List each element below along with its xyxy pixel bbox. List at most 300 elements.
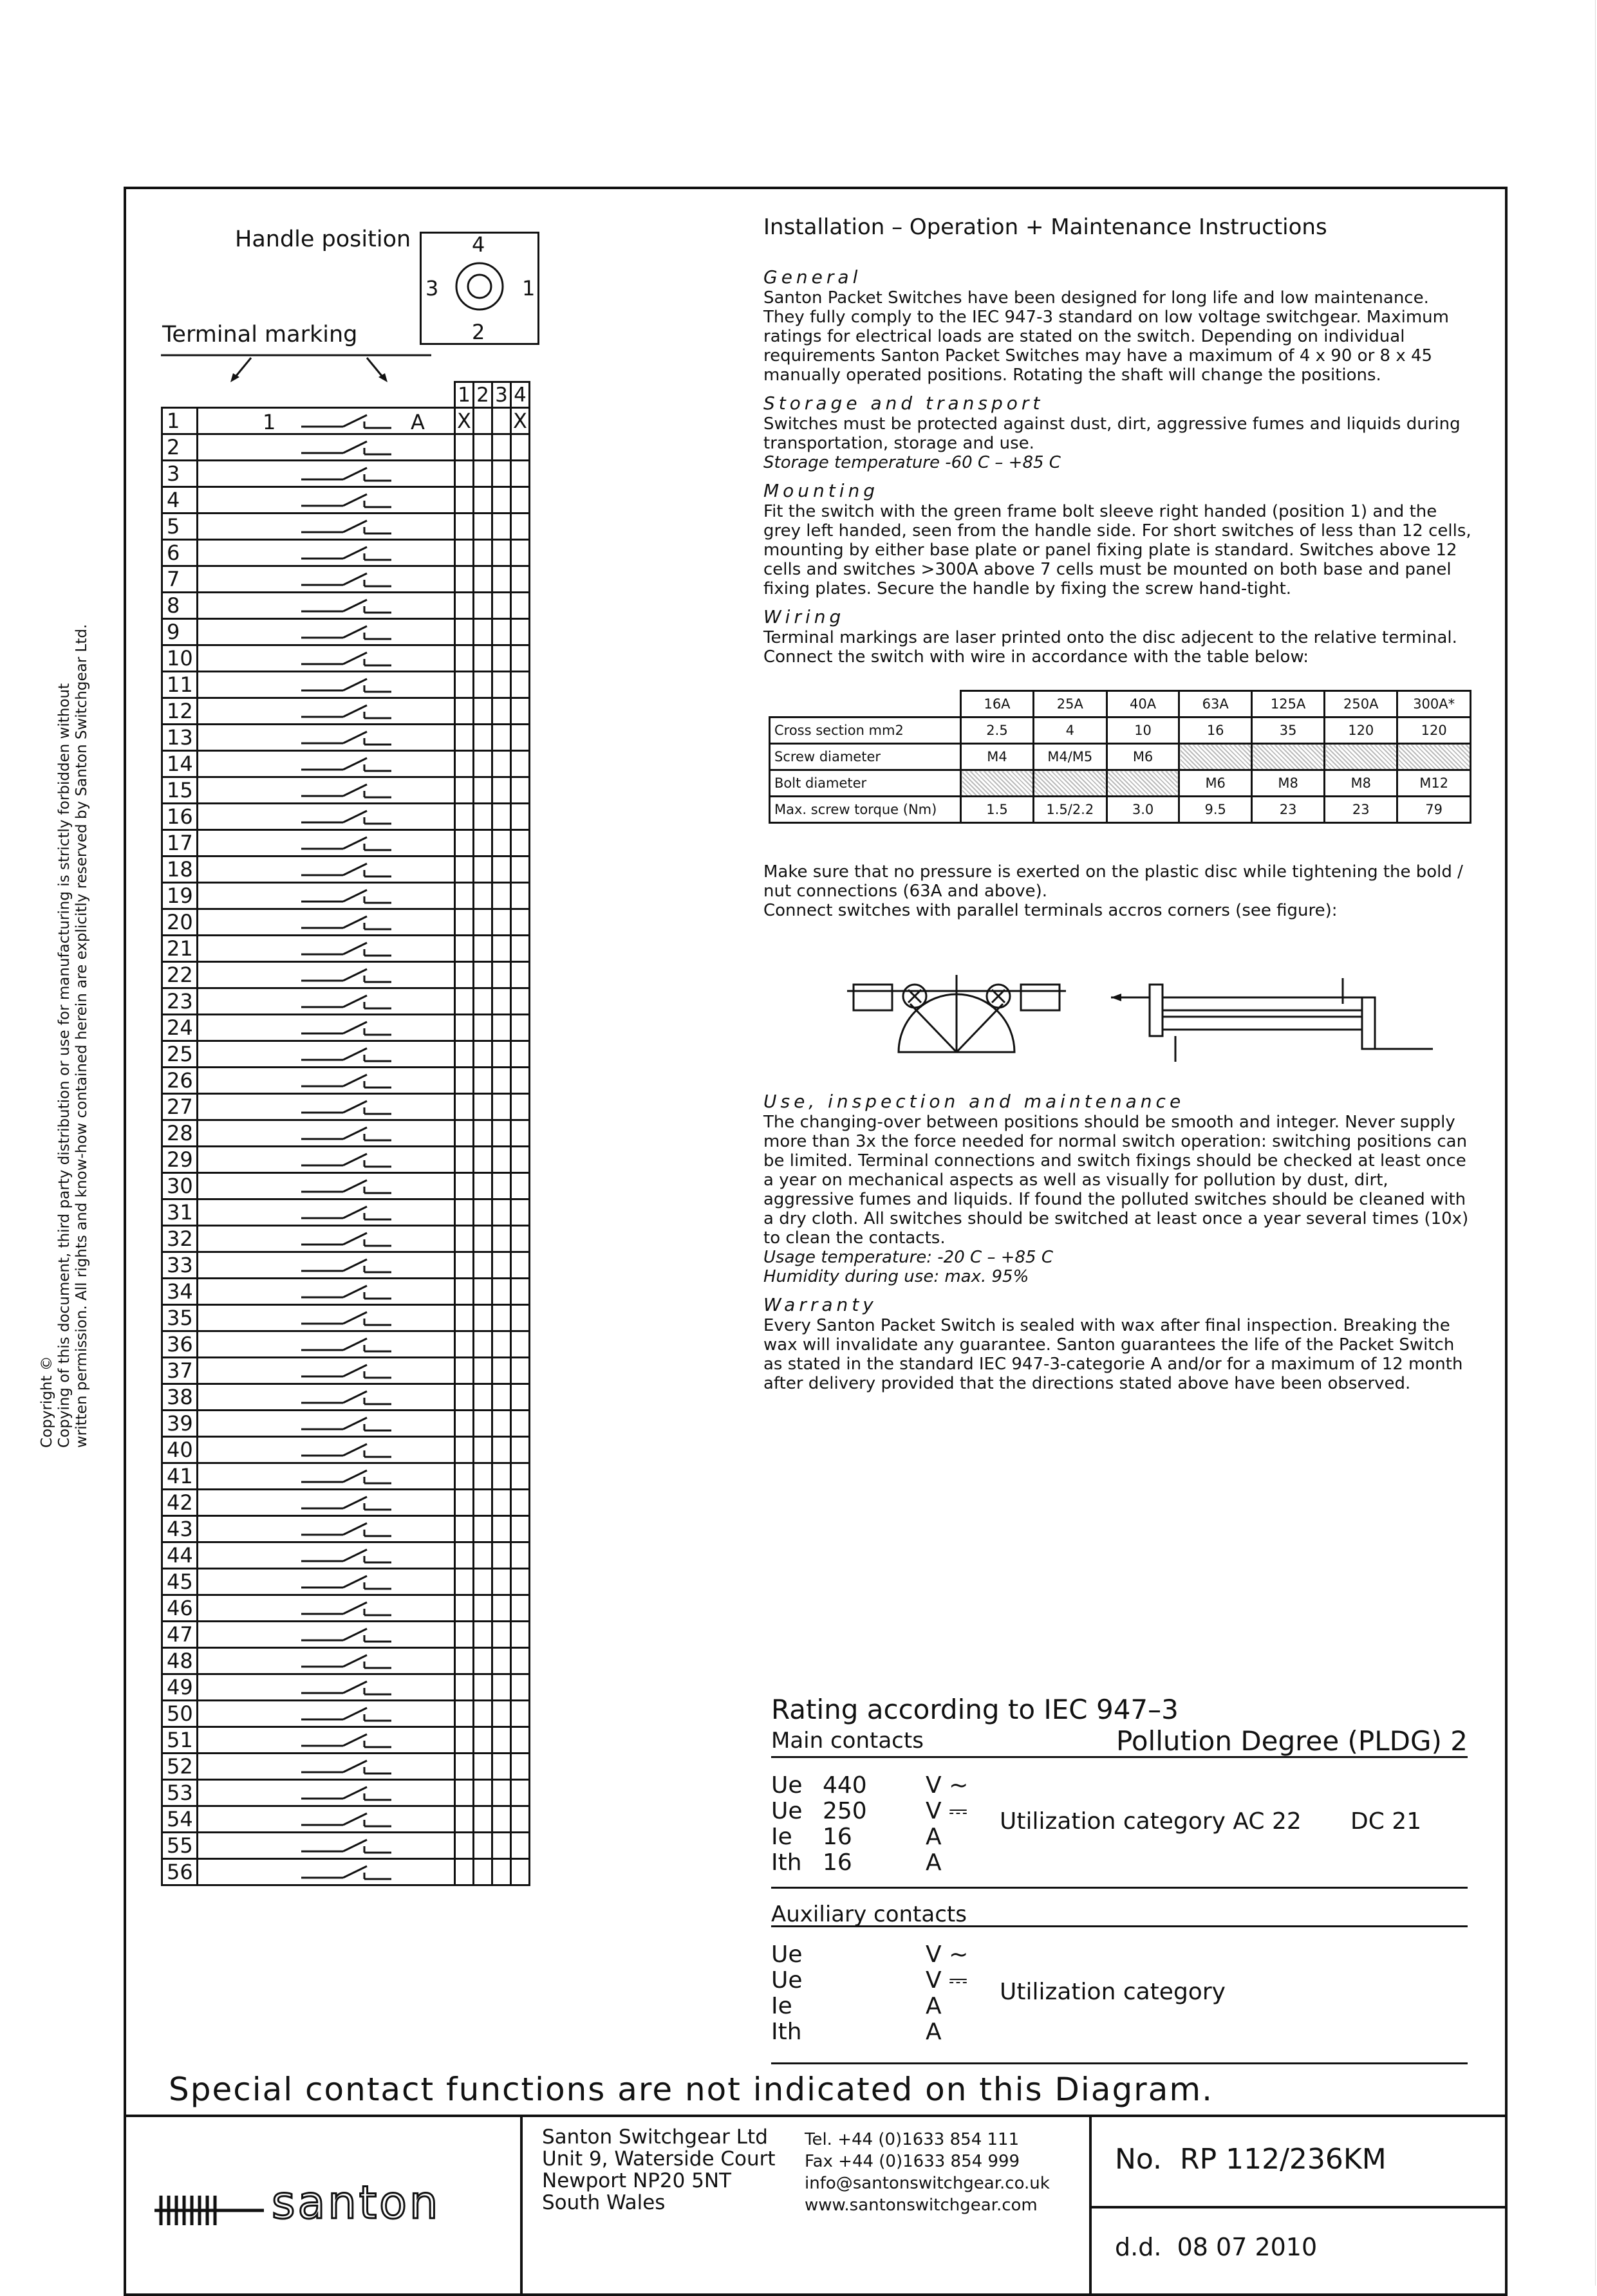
contact-symbol [198, 1120, 455, 1147]
wiring-row-label: Screw diameter [770, 744, 961, 770]
wiring-row [770, 797, 1471, 823]
switch-contact-icon [198, 778, 456, 800]
switch-contact-icon [198, 963, 456, 985]
address-line: Unit 9, Waterside Court [542, 2147, 776, 2171]
switch-contact-icon [198, 1543, 456, 1565]
wiring-row-label: Max. screw torque (Nm) [770, 797, 961, 823]
aux-rating-row [771, 1967, 977, 1993]
contact-symbol [198, 1542, 455, 1569]
storage-heading: Storage and transport [763, 393, 1044, 414]
position-cell [455, 1463, 474, 1490]
rating-unit: A [926, 1993, 942, 2019]
row-number: 8 [162, 593, 198, 619]
row-number: 2 [162, 434, 198, 461]
position-cell [455, 1120, 474, 1147]
contact-symbol [198, 1516, 455, 1542]
position-cell [474, 1463, 492, 1490]
contact-symbol [198, 461, 455, 487]
position-cell [474, 936, 492, 962]
row-number: 42 [162, 1490, 198, 1516]
contact-symbol [198, 777, 455, 804]
row-number: 54 [162, 1806, 198, 1833]
contact-row [162, 672, 530, 698]
position-cell [455, 1384, 474, 1411]
position-cell [492, 1199, 511, 1226]
wiring-col-header: 16A [961, 691, 1034, 718]
main-rating-row [771, 1772, 977, 1798]
position-cell [455, 434, 474, 461]
contact-symbol [198, 672, 455, 698]
row-number: 6 [162, 540, 198, 566]
position-cell [492, 1331, 511, 1358]
wiring-cell: 3.0 [1107, 797, 1179, 823]
position-cell [492, 1833, 511, 1859]
contact-row [162, 751, 530, 777]
copyright-line3: written permission. All rights and know-how contained herein are explicitly reserved by Santon Switchgear Ltd. [73, 624, 90, 1448]
pollution-degree: Pollution Degree (PLDG) 2 [1116, 1725, 1468, 1757]
position-cell [511, 1780, 530, 1806]
contact-row [162, 1780, 530, 1806]
wiring-cell: M8 [1325, 770, 1397, 797]
row-number: 27 [162, 1094, 198, 1120]
handle-position-label: Handle position [235, 227, 411, 252]
wiring-cell: M4/M5 [1033, 744, 1107, 770]
position-cell [511, 540, 530, 566]
position-cell [474, 514, 492, 540]
company-address [542, 2126, 776, 2214]
contact-symbol [198, 1041, 455, 1068]
position-cell [492, 1279, 511, 1305]
rating-value: 440 [823, 1772, 867, 1799]
position-cell [492, 751, 511, 777]
position-cell [492, 672, 511, 698]
position-cell [474, 1331, 492, 1358]
rating-key: Ue [771, 1772, 803, 1799]
position-cell [511, 698, 530, 725]
position-cell [492, 1490, 511, 1516]
row-number: 41 [162, 1463, 198, 1490]
rating-key: Ith [771, 1849, 802, 1876]
switch-contact-icon [198, 884, 456, 905]
position-4: 4 [472, 232, 485, 257]
switch-contact-icon [198, 725, 456, 747]
row-number: 16 [162, 804, 198, 830]
position-cell [455, 1780, 474, 1806]
row-number: 38 [162, 1384, 198, 1411]
position-cell [492, 593, 511, 619]
position-cell [455, 540, 474, 566]
switch-contact-icon [198, 1358, 456, 1380]
pressure-text: Make sure that no pressure is exerted on the plastic disc while tightening the bold / nut connections (63A and above). [763, 862, 1463, 901]
position-cell [511, 1727, 530, 1754]
position-cell [511, 1068, 530, 1094]
wiring-cell: 23 [1252, 797, 1325, 823]
wiring-row [770, 744, 1471, 770]
switch-contact-icon [198, 1200, 456, 1222]
switch-contact-icon [198, 989, 456, 1011]
rating-unit: V ⎓ [926, 1798, 967, 1824]
position-cell [511, 1411, 530, 1437]
contact-row [162, 698, 530, 725]
position-cell [492, 1120, 511, 1147]
position-cell [474, 1490, 492, 1516]
row-number: 40 [162, 1437, 198, 1463]
switch-contact-icon [198, 1227, 456, 1248]
copyright-line2: Copying of this document, third party distribution or use for manufacturing is strictly forbidden without [56, 683, 73, 1448]
position-cell [474, 1701, 492, 1727]
wiring-heading: Wiring [763, 606, 845, 627]
switch-contact-icon [198, 1042, 456, 1064]
position-cell [455, 566, 474, 593]
position-cell [511, 936, 530, 962]
utilization-category-main: Utilization category AC 22 [1000, 1808, 1302, 1835]
contact-symbol [198, 1569, 455, 1595]
contact-row [162, 1331, 530, 1358]
position-cell [492, 1384, 511, 1411]
contact-symbol [198, 1331, 455, 1358]
position-cell [511, 962, 530, 988]
position-cell [455, 1358, 474, 1384]
position-cell [455, 856, 474, 883]
general-heading: General [763, 266, 862, 288]
aux-rating-row [771, 1993, 977, 2019]
row-number: 12 [162, 698, 198, 725]
position-cell [455, 1490, 474, 1516]
switch-contact-icon [198, 1095, 456, 1116]
position-cell [492, 619, 511, 645]
wiring-col-header: 300A* [1397, 691, 1471, 718]
switch-contact-icon [198, 804, 456, 826]
position-cell [492, 698, 511, 725]
switch-contact-icon [198, 1121, 456, 1143]
position-cell [455, 1199, 474, 1226]
position-cell [492, 1015, 511, 1041]
position-cell [474, 830, 492, 856]
contact-row [162, 1437, 530, 1463]
row-number: 37 [162, 1358, 198, 1384]
switch-contact-icon [198, 1649, 456, 1671]
auxiliary-contacts-values [771, 1927, 1468, 2064]
contact-row [162, 408, 530, 434]
rating-unit: A [926, 1824, 942, 1850]
position-cell [474, 1859, 492, 1885]
switch-contact-icon [198, 514, 456, 536]
row-number: 15 [162, 777, 198, 804]
position-cell [511, 1041, 530, 1068]
position-3: 3 [425, 276, 439, 301]
handle-position-box [420, 232, 539, 345]
rating-unit: V ⎓ [926, 1967, 967, 1994]
position-cell [511, 725, 530, 751]
position-cell [511, 1674, 530, 1701]
contact-symbol [198, 434, 455, 461]
position-cell [492, 883, 511, 909]
contact-row [162, 1068, 530, 1094]
position-2: 2 [472, 320, 485, 344]
position-cell [455, 1331, 474, 1358]
position-cell [455, 883, 474, 909]
contact-symbol [198, 1252, 455, 1279]
rating-unit: V ~ [926, 1772, 969, 1799]
position-cell [511, 1331, 530, 1358]
row-number: 53 [162, 1780, 198, 1806]
position-cell [474, 1806, 492, 1833]
position-cell [474, 1833, 492, 1859]
contact-symbol [198, 751, 455, 777]
position-cell [492, 1041, 511, 1068]
position-cell [511, 1384, 530, 1411]
contact-symbol [198, 619, 455, 645]
position-cell [474, 1015, 492, 1041]
main-contacts-label: Main contacts [771, 1728, 924, 1754]
contact-symbol [198, 1305, 455, 1331]
position-cell [492, 1411, 511, 1437]
position-cell [474, 1147, 492, 1173]
contact-row [162, 1147, 530, 1173]
contact-row [162, 1806, 530, 1833]
row-number: 11 [162, 672, 198, 698]
rating-key: Ie [771, 1824, 792, 1850]
switch-contact-icon [198, 1728, 456, 1750]
row-number: 36 [162, 1331, 198, 1358]
position-cell [492, 909, 511, 936]
position-cell [492, 1358, 511, 1384]
position-cell [511, 593, 530, 619]
contact-row [162, 619, 530, 645]
row-number: 52 [162, 1754, 198, 1780]
utilization-category-aux: Utilization category [1000, 1979, 1226, 2005]
switch-contact-icon [198, 1781, 456, 1802]
position-cell [511, 1015, 530, 1041]
contact-symbol [198, 988, 455, 1015]
position-cell [474, 725, 492, 751]
position-cell [511, 1569, 530, 1595]
position-cell [492, 487, 511, 514]
row-number: 26 [162, 1068, 198, 1094]
wiring-row-label: Cross section mm2 [770, 718, 961, 744]
position-cell [474, 566, 492, 593]
position-cell [511, 1542, 530, 1569]
row-number: 29 [162, 1147, 198, 1173]
contact-row [162, 936, 530, 962]
wiring-cell: M12 [1397, 770, 1471, 797]
drawing-date-label: d.d. [1115, 2233, 1162, 2261]
position-cell [455, 1094, 474, 1120]
wiring-col-header: 25A [1033, 691, 1107, 718]
position-cell [474, 487, 492, 514]
address-line: South Wales [542, 2191, 666, 2214]
contact-symbol [198, 909, 455, 936]
position-cell [511, 514, 530, 540]
row-number: 49 [162, 1674, 198, 1701]
contact-symbol [198, 1859, 455, 1885]
position-cell [474, 1252, 492, 1279]
wiring-table [769, 690, 1471, 824]
position-cell [474, 1279, 492, 1305]
position-cell [474, 751, 492, 777]
warranty-text: Every Santon Packet Switch is sealed with wax after final inspection. Breaking the wax will invalidate any guarantee. Santon guarantees the life of the Packet Switch as stated in the standard IEC 947-3-categorie A and/or for a maximum of 12 month after delivery provided that the directions stated above have been observed. [763, 1316, 1463, 1393]
contact-symbol [198, 698, 455, 725]
row-number: 22 [162, 962, 198, 988]
storage-text: Switches must be protected against dust, dirt, aggressive fumes and liquids during transportation, storage and use. [763, 414, 1461, 453]
position-cell [455, 1068, 474, 1094]
position-cell [455, 1041, 474, 1068]
instructions-title: Installation – Operation + Maintenance Instructions [763, 214, 1327, 240]
contact-row [162, 1701, 530, 1727]
position-cell [511, 1648, 530, 1674]
contact-row [162, 988, 530, 1015]
contact-row [162, 1516, 530, 1542]
contact-row [162, 514, 530, 540]
rating-key: Ie [771, 1993, 792, 2019]
wiring-col-header: 40A [1107, 691, 1179, 718]
contact-row [162, 1358, 530, 1384]
address-line: Santon Switchgear Ltd [542, 2125, 768, 2149]
position-cell [474, 1411, 492, 1437]
position-cell [474, 1068, 492, 1094]
drawing-date [1115, 2233, 1317, 2261]
position-cell [511, 751, 530, 777]
position-cell [511, 1701, 530, 1727]
position-cell [474, 1199, 492, 1226]
contact-symbol [198, 1806, 455, 1833]
position-cell [492, 1674, 511, 1701]
switch-contact-icon [198, 435, 456, 457]
position-cell [455, 936, 474, 962]
switch-contact-icon [198, 857, 456, 879]
contact-symbol [198, 1490, 455, 1516]
row-number: 55 [162, 1833, 198, 1859]
contact-row [162, 1463, 530, 1490]
position-cell [511, 672, 530, 698]
position-cell [474, 1437, 492, 1463]
position-cell [492, 830, 511, 856]
contact-row [162, 883, 530, 909]
position-cell [455, 487, 474, 514]
row-number: 31 [162, 1199, 198, 1226]
position-cell [511, 434, 530, 461]
position-cell [474, 698, 492, 725]
contact-row [162, 962, 530, 988]
wiring-header-row [770, 691, 1471, 718]
position-cell [455, 1806, 474, 1833]
wiring-cell: 23 [1325, 797, 1397, 823]
position-cell [492, 1252, 511, 1279]
position-cell [511, 487, 530, 514]
position-cell [474, 540, 492, 566]
position-cell [474, 1226, 492, 1252]
position-cell [474, 1780, 492, 1806]
switch-contact-icon [198, 1675, 456, 1697]
position-cell [474, 619, 492, 645]
address-line: Newport NP20 5NT [542, 2169, 732, 2192]
contact-row [162, 777, 530, 804]
row-number: 44 [162, 1542, 198, 1569]
contact-symbol [198, 540, 455, 566]
contact-row [162, 1226, 530, 1252]
position-cell [474, 672, 492, 698]
position-cell [492, 1147, 511, 1173]
title-block [124, 2115, 1508, 2296]
contact-row [162, 1542, 530, 1569]
contact-row [162, 1279, 530, 1305]
contact-symbol [198, 408, 455, 434]
position-cell [511, 619, 530, 645]
position-cell [455, 1674, 474, 1701]
switch-contact-icon [198, 752, 456, 773]
dc-category: DC 21 [1350, 1808, 1422, 1835]
switch-contact-icon [198, 1569, 456, 1591]
position-cell [455, 830, 474, 856]
position-cell [511, 777, 530, 804]
contact-row [162, 487, 530, 514]
contact-symbol [198, 1437, 455, 1463]
switch-contact-icon [198, 1306, 456, 1328]
wiring-cell: M4 [961, 744, 1034, 770]
switch-contact-icon [198, 567, 456, 589]
row-number: 3 [162, 461, 198, 487]
row-number: 14 [162, 751, 198, 777]
position-cell [474, 461, 492, 487]
drawing-date-value: 08 07 2010 [1177, 2233, 1318, 2261]
position-cell [455, 804, 474, 830]
column-header: 1 [455, 382, 474, 408]
position-cell [474, 1595, 492, 1622]
special-contact-note: Special contact functions are not indicated on this Diagram. [169, 2071, 1213, 2108]
position-cell [474, 1041, 492, 1068]
switch-contact-icon [198, 461, 456, 483]
terminal-left: 1 [263, 410, 276, 434]
position-cell [511, 1437, 530, 1463]
switch-contact-icon [198, 1174, 456, 1196]
position-cell [474, 909, 492, 936]
position-cell [455, 698, 474, 725]
row-number: 21 [162, 936, 198, 962]
switch-contact-icon [198, 672, 456, 694]
contact-symbol [198, 1754, 455, 1780]
contact-symbol [198, 487, 455, 514]
position-cell [492, 566, 511, 593]
position-cell [474, 593, 492, 619]
position-cell [455, 461, 474, 487]
contact-row [162, 1754, 530, 1780]
column-header: 2 [474, 382, 492, 408]
contact-line: Fax +44 (0)1633 854 999 [805, 2152, 1020, 2171]
warranty-heading: Warranty [763, 1294, 877, 1315]
switch-contact-icon [198, 1754, 456, 1776]
position-cell [511, 1622, 530, 1648]
mounting-heading: Mounting [763, 480, 879, 501]
position-cell [511, 645, 530, 672]
copyright-line1: Copyright © [39, 1356, 55, 1448]
contact-row [162, 434, 530, 461]
switch-contact-icon [198, 910, 456, 932]
row-number: 46 [162, 1595, 198, 1622]
position-cell [511, 1754, 530, 1780]
row-number: 19 [162, 883, 198, 909]
contact-row [162, 540, 530, 566]
rating-key: Ue [771, 1941, 803, 1968]
contact-symbol [198, 1701, 455, 1727]
position-cell [455, 1542, 474, 1569]
wiring-cell [1252, 744, 1325, 770]
row-number: 32 [162, 1226, 198, 1252]
aux-rating-row [771, 2019, 977, 2044]
switch-contact-icon [198, 646, 456, 668]
position-cell [492, 461, 511, 487]
contact-line: www.santonswitchgear.com [805, 2196, 1038, 2215]
position-cell [492, 1305, 511, 1331]
